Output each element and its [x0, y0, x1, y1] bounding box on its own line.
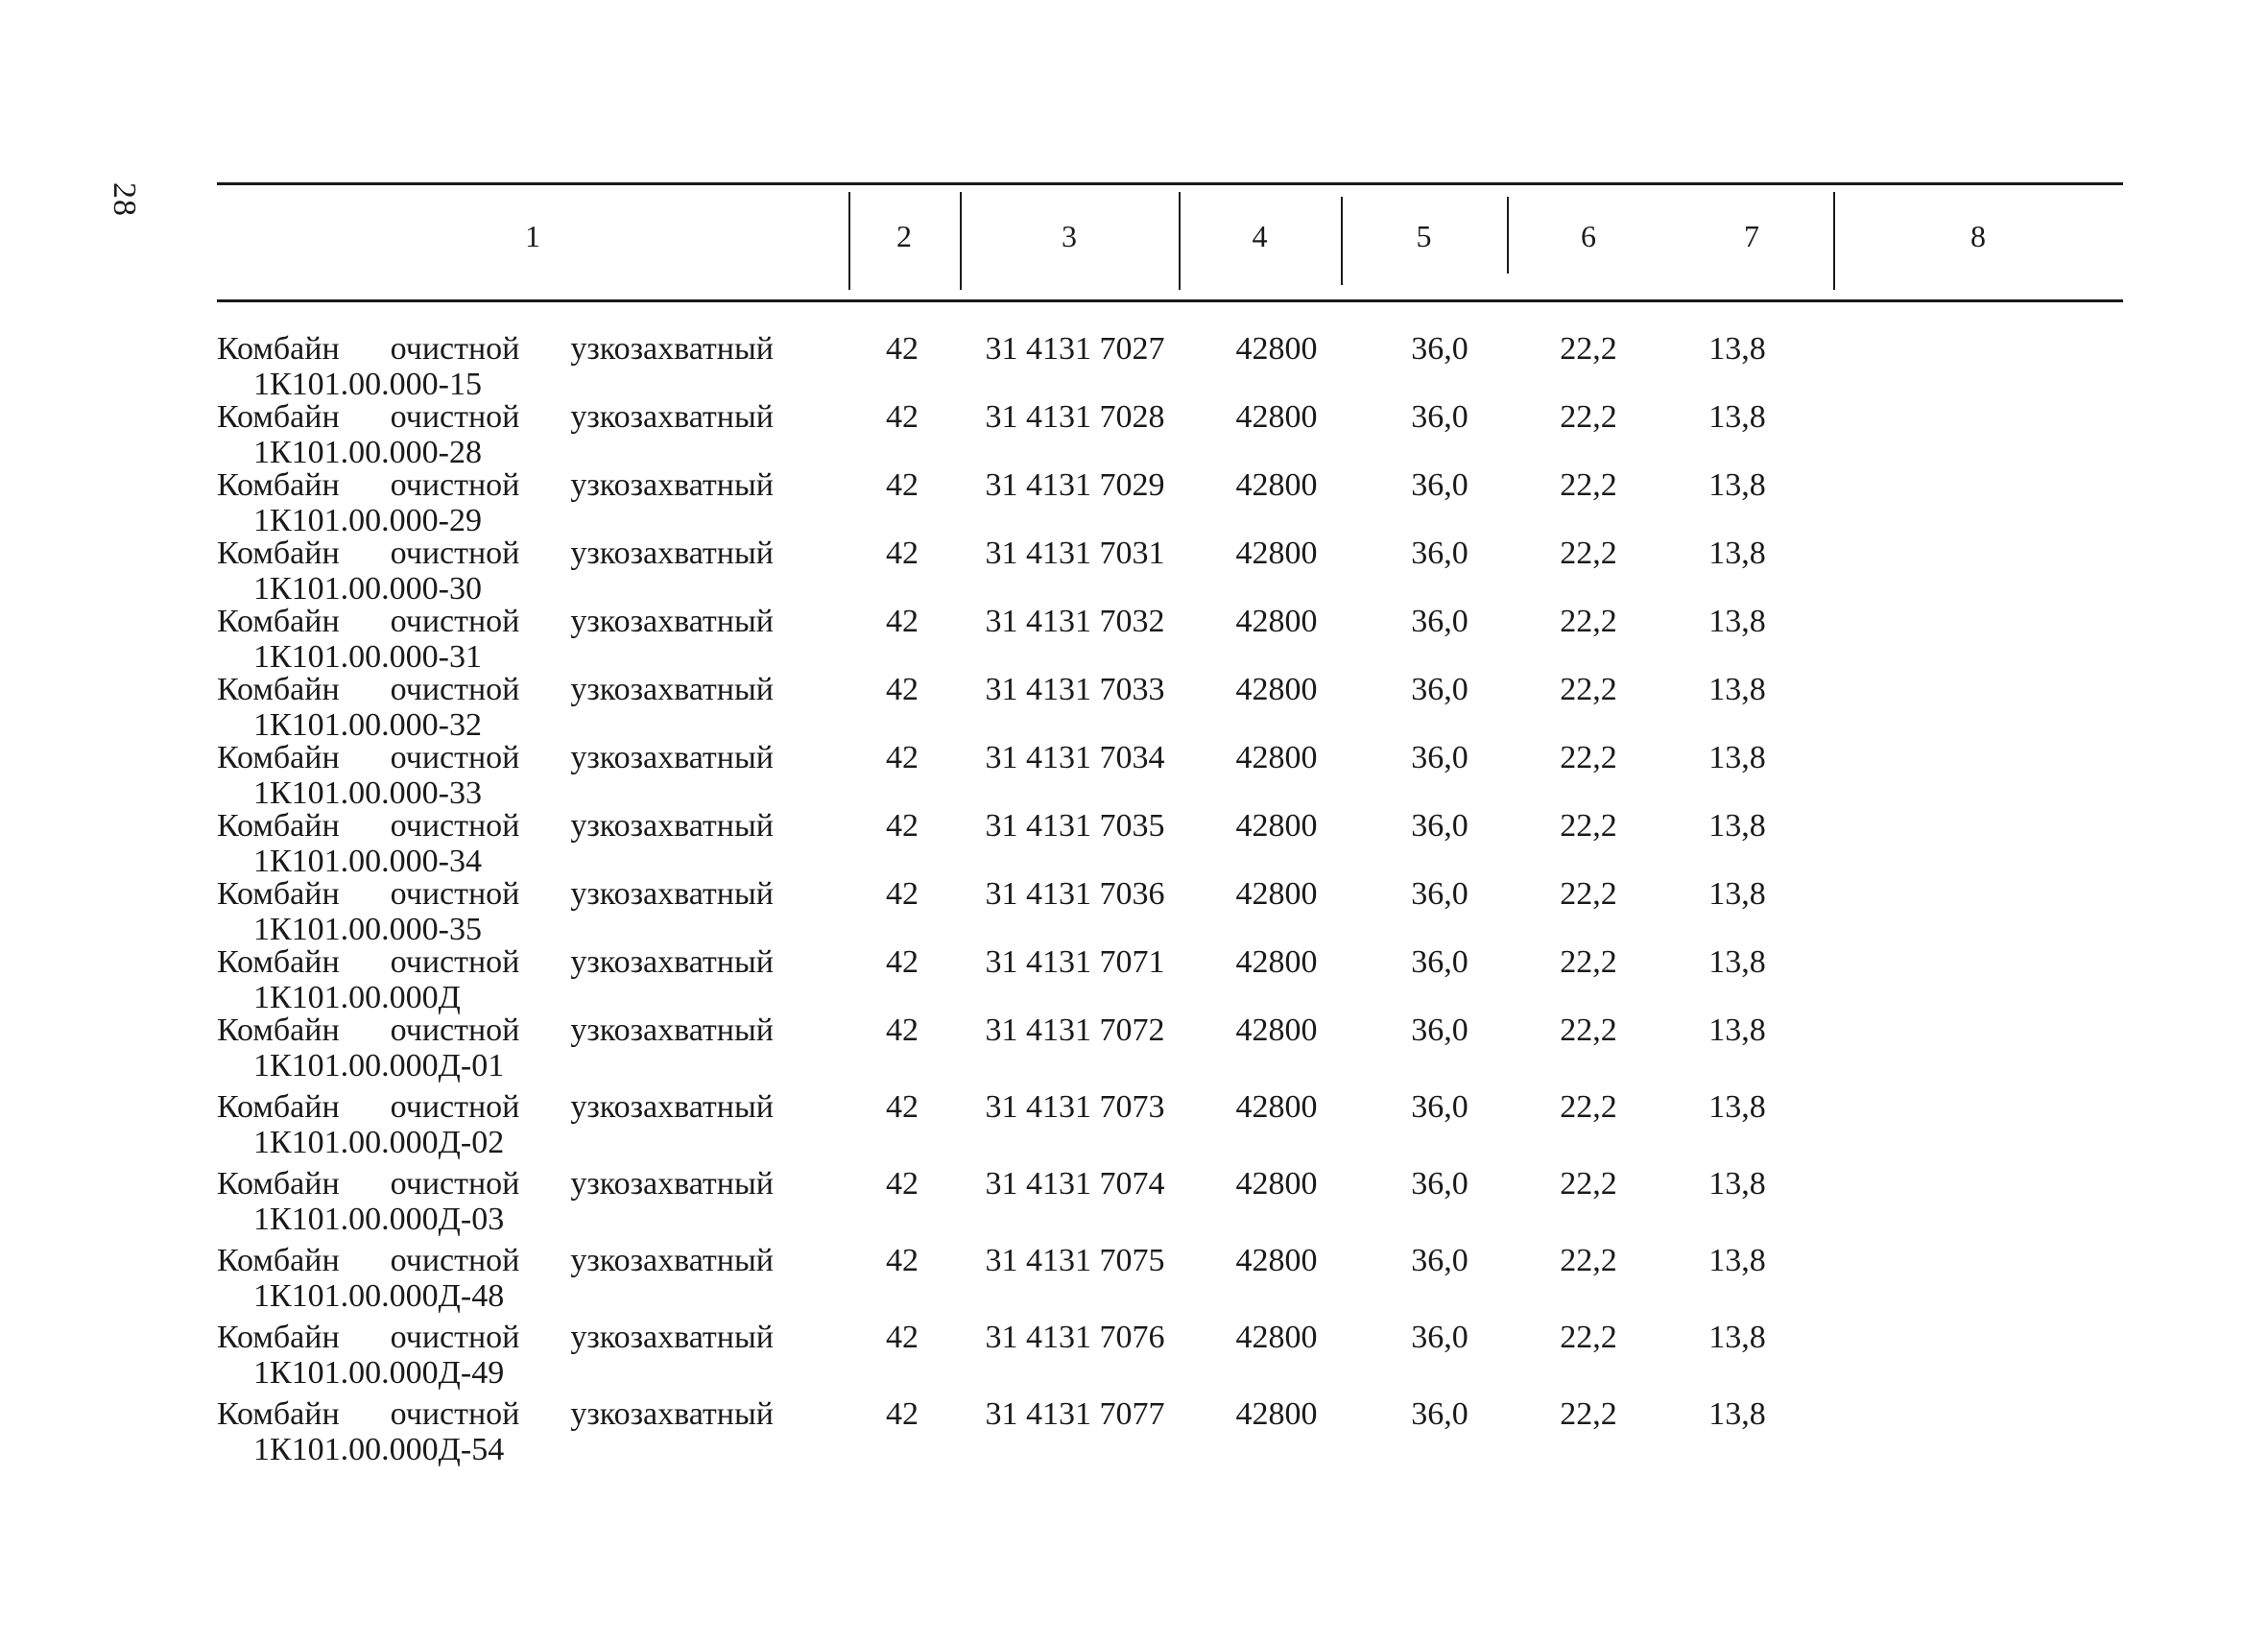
col-6-value: 22,2	[1560, 604, 1617, 639]
product-name-word: узкозахватный	[570, 876, 774, 912]
header-col-2: 2	[896, 219, 912, 253]
col-7-value: 13,8	[1708, 536, 1766, 571]
product-name-word: очистной	[390, 1320, 520, 1355]
product-name-line-1	[217, 604, 774, 639]
col-3-value: 31 4131 7035	[985, 808, 1165, 844]
product-code: 1К101.00.000-32	[253, 707, 482, 743]
product-code: 1К101.00.000-34	[253, 844, 482, 879]
col-2-value: 42	[886, 740, 919, 775]
table-row	[0, 1396, 2268, 1473]
col-5-value: 36,0	[1411, 399, 1468, 435]
product-name-line-1	[217, 467, 774, 503]
col-2-value: 42	[886, 399, 919, 435]
product-name-word: очистной	[390, 808, 520, 844]
product-name-word: узкозахватный	[570, 604, 774, 639]
product-name-word: Комбайн	[217, 944, 340, 980]
product-name-word: очистной	[390, 1089, 520, 1125]
table-row	[0, 399, 2268, 470]
col-5-value: 36,0	[1411, 1243, 1468, 1278]
product-name	[217, 1396, 774, 1467]
product-name-line-1	[217, 1320, 774, 1355]
col-3-value: 31 4131 7029	[985, 467, 1165, 503]
table-row	[0, 740, 2268, 811]
table-row	[0, 876, 2268, 947]
col-7-value: 13,8	[1708, 1243, 1766, 1278]
col-6-value: 22,2	[1560, 1396, 1617, 1432]
product-name-word: Комбайн	[217, 331, 340, 367]
product-name	[217, 399, 774, 470]
product-name-word: Комбайн	[217, 1012, 340, 1048]
product-name-line-1	[217, 808, 774, 844]
product-name-word: узкозахватный	[570, 1396, 774, 1432]
col-4-value: 42800	[1235, 1012, 1318, 1048]
table-row	[0, 944, 2268, 1015]
col-6-value: 22,2	[1560, 536, 1617, 571]
table-row	[0, 1320, 2268, 1396]
product-name-word: очистной	[390, 944, 520, 980]
header-col-7: 7	[1744, 219, 1759, 253]
col-5-value: 36,0	[1411, 1012, 1468, 1048]
col-4-value: 42800	[1235, 876, 1318, 912]
product-name-line-1	[217, 1012, 774, 1048]
col-5-value: 36,0	[1411, 944, 1468, 980]
col-3-value: 31 4131 7071	[985, 944, 1165, 980]
product-name-word: очистной	[390, 467, 520, 503]
product-code: 1К101.00.000-28	[253, 435, 482, 470]
col-6-value: 22,2	[1560, 1243, 1617, 1278]
header-separator-5	[1507, 197, 1509, 274]
col-7-value: 13,8	[1708, 331, 1766, 367]
col-7-value: 13,8	[1708, 604, 1766, 639]
col-3-value: 31 4131 7077	[985, 1396, 1165, 1432]
col-3-value: 31 4131 7027	[985, 331, 1165, 367]
col-3-value: 31 4131 7072	[985, 1012, 1165, 1048]
col-5-value: 36,0	[1411, 876, 1468, 912]
product-name-word: очистной	[390, 1012, 520, 1048]
col-3-value: 31 4131 7075	[985, 1243, 1165, 1278]
product-name-word: узкозахватный	[570, 1089, 774, 1125]
col-6-value: 22,2	[1560, 399, 1617, 435]
col-4-value: 42800	[1235, 604, 1318, 639]
table-row	[0, 1243, 2268, 1320]
table-body	[0, 331, 2268, 1473]
col-3-value: 31 4131 7032	[985, 604, 1165, 639]
product-name	[217, 1089, 774, 1160]
col-7-value: 13,8	[1708, 1012, 1766, 1048]
table-row	[0, 808, 2268, 879]
table-row	[0, 536, 2268, 607]
col-2-value: 42	[886, 808, 919, 844]
col-6-value: 22,2	[1560, 740, 1617, 775]
col-4-value: 42800	[1235, 536, 1318, 571]
product-name-word: Комбайн	[217, 740, 340, 775]
product-code: 1К101.00.000Д-49	[253, 1355, 505, 1391]
col-4-value: 42800	[1235, 399, 1318, 435]
col-6-value: 22,2	[1560, 944, 1617, 980]
col-6-value: 22,2	[1560, 808, 1617, 844]
table-row	[0, 1012, 2268, 1089]
product-name-word: очистной	[390, 331, 520, 367]
product-name-word: Комбайн	[217, 604, 340, 639]
col-5-value: 36,0	[1411, 536, 1468, 571]
product-name-word: Комбайн	[217, 672, 340, 707]
table-top-rule	[217, 182, 2123, 185]
product-name-word: Комбайн	[217, 1166, 340, 1202]
col-4-value: 42800	[1235, 331, 1318, 367]
product-name	[217, 672, 774, 743]
product-code: 1К101.00.000Д-01	[253, 1048, 505, 1083]
col-4-value: 42800	[1235, 672, 1318, 707]
product-name-line-1	[217, 1243, 774, 1278]
col-4-value: 42800	[1235, 467, 1318, 503]
table-row	[0, 1166, 2268, 1243]
table-row	[0, 604, 2268, 675]
col-3-value: 31 4131 7036	[985, 876, 1165, 912]
product-name-word: узкозахватный	[570, 399, 774, 435]
col-7-value: 13,8	[1708, 399, 1766, 435]
product-name	[217, 331, 774, 402]
col-3-value: 31 4131 7033	[985, 672, 1165, 707]
product-name-word: Комбайн	[217, 1320, 340, 1355]
col-5-value: 36,0	[1411, 1166, 1468, 1202]
col-7-value: 13,8	[1708, 808, 1766, 844]
product-name-line-1	[217, 1396, 774, 1432]
product-name-line-1	[217, 740, 774, 775]
product-name-line-1	[217, 876, 774, 912]
col-4-value: 42800	[1235, 1396, 1318, 1432]
col-2-value: 42	[886, 876, 919, 912]
col-6-value: 22,2	[1560, 467, 1617, 503]
col-5-value: 36,0	[1411, 808, 1468, 844]
header-col-3: 3	[1062, 219, 1077, 253]
col-7-value: 13,8	[1708, 1089, 1766, 1125]
product-name-word: узкозахватный	[570, 536, 774, 571]
product-name-line-1	[217, 331, 774, 367]
product-name-word: узкозахватный	[570, 331, 774, 367]
product-name-word: узкозахватный	[570, 1243, 774, 1278]
product-name-word: узкозахватный	[570, 467, 774, 503]
col-7-value: 13,8	[1708, 1166, 1766, 1202]
col-5-value: 36,0	[1411, 1089, 1468, 1125]
product-name-word: очистной	[390, 536, 520, 571]
col-6-value: 22,2	[1560, 876, 1617, 912]
col-5-value: 36,0	[1411, 1320, 1468, 1355]
product-code: 1К101.00.000Д-02	[253, 1125, 505, 1160]
col-3-value: 31 4131 7034	[985, 740, 1165, 775]
product-code: 1К101.00.000-15	[253, 367, 482, 402]
product-name	[217, 944, 774, 1015]
col-7-value: 13,8	[1708, 944, 1766, 980]
col-6-value: 22,2	[1560, 1166, 1617, 1202]
product-name-word: Комбайн	[217, 1396, 340, 1432]
col-4-value: 42800	[1235, 1166, 1318, 1202]
col-2-value: 42	[886, 536, 919, 571]
product-name-word: очистной	[390, 876, 520, 912]
product-code: 1К101.00.000-33	[253, 775, 482, 811]
product-name-word: очистной	[390, 740, 520, 775]
product-code: 1К101.00.000-35	[253, 912, 482, 947]
col-4-value: 42800	[1235, 1243, 1318, 1278]
product-name-word: очистной	[390, 1243, 520, 1278]
product-name-line-1	[217, 672, 774, 707]
product-name	[217, 1320, 774, 1391]
col-3-value: 31 4131 7031	[985, 536, 1165, 571]
col-3-value: 31 4131 7028	[985, 399, 1165, 435]
header-col-5: 5	[1416, 219, 1432, 253]
table-row	[0, 467, 2268, 536]
product-name	[217, 1166, 774, 1237]
product-name-word: Комбайн	[217, 1089, 340, 1125]
product-code: 1К101.00.000-29	[253, 503, 482, 538]
product-name	[217, 604, 774, 675]
product-name	[217, 740, 774, 811]
table-row	[0, 672, 2268, 743]
col-6-value: 22,2	[1560, 331, 1617, 367]
product-name-word: очистной	[390, 1166, 520, 1202]
col-5-value: 36,0	[1411, 740, 1468, 775]
product-code: 1К101.00.000Д	[253, 980, 461, 1015]
col-2-value: 42	[886, 944, 919, 980]
col-4-value: 42800	[1235, 1320, 1318, 1355]
col-5-value: 36,0	[1411, 604, 1468, 639]
col-3-value: 31 4131 7076	[985, 1320, 1165, 1355]
product-name	[217, 1012, 774, 1083]
col-5-value: 36,0	[1411, 1396, 1468, 1432]
product-name-line-1	[217, 1166, 774, 1202]
col-3-value: 31 4131 7073	[985, 1089, 1165, 1125]
product-name	[217, 876, 774, 947]
header-col-6: 6	[1581, 219, 1596, 253]
product-name-word: узкозахватный	[570, 740, 774, 775]
product-name-word: узкозахватный	[570, 1320, 774, 1355]
col-2-value: 42	[886, 1320, 919, 1355]
product-name	[217, 1243, 774, 1314]
table-row	[0, 331, 2268, 402]
product-name-word: Комбайн	[217, 876, 340, 912]
table-header-bottom-rule	[217, 299, 2123, 302]
product-name-word: узкозахватный	[570, 1166, 774, 1202]
col-4-value: 42800	[1235, 944, 1318, 980]
col-5-value: 36,0	[1411, 331, 1468, 367]
header-col-4: 4	[1252, 219, 1268, 253]
col-2-value: 42	[886, 1396, 919, 1432]
product-name-word: узкозахватный	[570, 944, 774, 980]
product-name-line-1	[217, 1089, 774, 1125]
product-name-word: очистной	[390, 399, 520, 435]
product-name-word: Комбайн	[217, 399, 340, 435]
product-code: 1К101.00.000Д-03	[253, 1202, 505, 1237]
product-code: 1К101.00.000-31	[253, 639, 482, 675]
header-col-8: 8	[1970, 219, 1986, 253]
product-name-word: Комбайн	[217, 536, 340, 571]
col-2-value: 42	[886, 467, 919, 503]
col-6-value: 22,2	[1560, 1012, 1617, 1048]
product-code: 1К101.00.000-30	[253, 571, 482, 607]
col-2-value: 42	[886, 1012, 919, 1048]
col-7-value: 13,8	[1708, 876, 1766, 912]
product-name-word: очистной	[390, 1396, 520, 1432]
product-code: 1К101.00.000Д-48	[253, 1278, 505, 1314]
product-name-line-1	[217, 536, 774, 571]
col-7-value: 13,8	[1708, 672, 1766, 707]
col-6-value: 22,2	[1560, 1089, 1617, 1125]
product-name-word: очистной	[390, 672, 520, 707]
product-name-word: Комбайн	[217, 467, 340, 503]
col-2-value: 42	[886, 1166, 919, 1202]
col-7-value: 13,8	[1708, 467, 1766, 503]
col-6-value: 22,2	[1560, 1320, 1617, 1355]
col-4-value: 42800	[1235, 808, 1318, 844]
product-name	[217, 467, 774, 538]
col-7-value: 13,8	[1708, 740, 1766, 775]
col-2-value: 42	[886, 672, 919, 707]
product-name-word: очистной	[390, 604, 520, 639]
product-name-word: узкозахватный	[570, 1012, 774, 1048]
product-name	[217, 808, 774, 879]
page-number: 28	[107, 182, 142, 217]
col-7-value: 13,8	[1708, 1320, 1766, 1355]
product-name-word: узкозахватный	[570, 672, 774, 707]
col-4-value: 42800	[1235, 1089, 1318, 1125]
col-6-value: 22,2	[1560, 672, 1617, 707]
product-name-line-1	[217, 399, 774, 435]
table-row	[0, 1089, 2268, 1166]
product-name	[217, 536, 774, 607]
product-name-word: Комбайн	[217, 1243, 340, 1278]
col-7-value: 13,8	[1708, 1396, 1766, 1432]
col-4-value: 42800	[1235, 740, 1318, 775]
product-name-word: узкозахватный	[570, 808, 774, 844]
product-name-word: Комбайн	[217, 808, 340, 844]
product-code: 1К101.00.000Д-54	[253, 1432, 505, 1467]
header-col-1: 1	[525, 219, 540, 253]
col-2-value: 42	[886, 331, 919, 367]
product-name-line-1	[217, 944, 774, 980]
col-2-value: 42	[886, 604, 919, 639]
col-3-value: 31 4131 7074	[985, 1166, 1165, 1202]
col-2-value: 42	[886, 1089, 919, 1125]
col-5-value: 36,0	[1411, 672, 1468, 707]
col-5-value: 36,0	[1411, 467, 1468, 503]
col-2-value: 42	[886, 1243, 919, 1278]
